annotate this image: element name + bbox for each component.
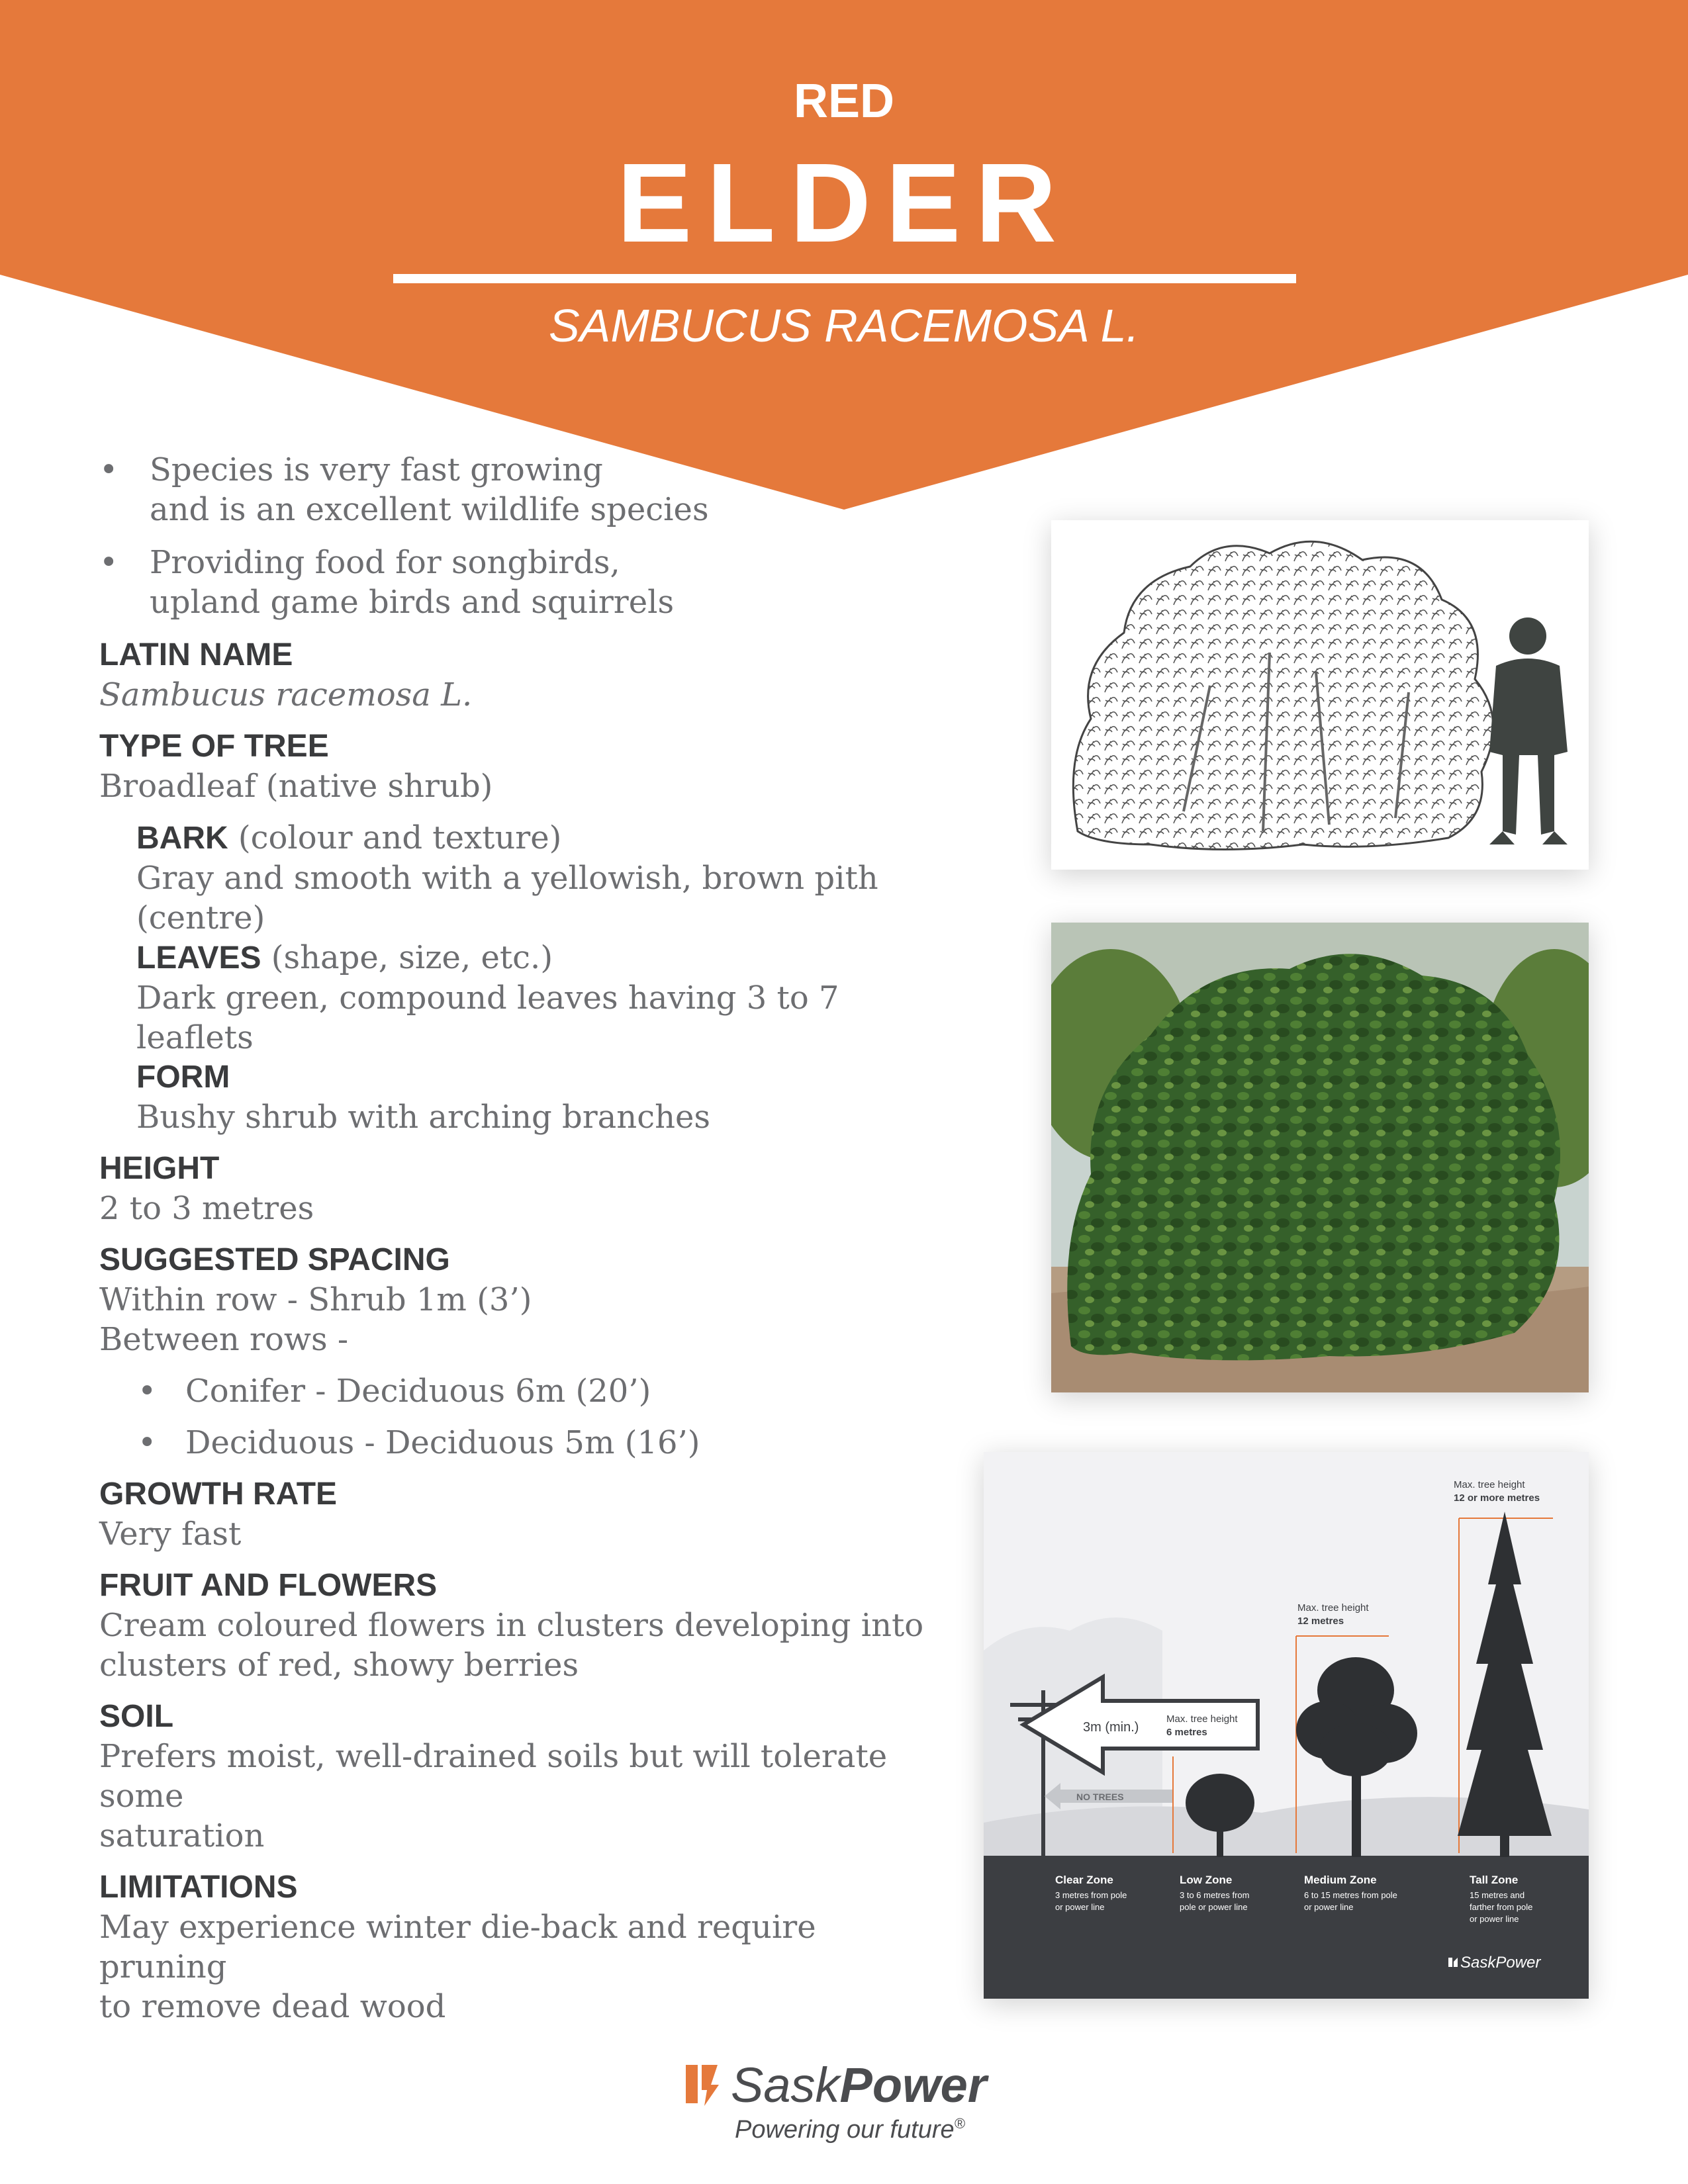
svg-text:3 to 6 metres from: 3 to 6 metres from <box>1180 1890 1250 1900</box>
svg-text:or power line: or power line <box>1470 1914 1519 1924</box>
height-value: 2 to 3 metres <box>99 1190 314 1227</box>
svg-text:or power line: or power line <box>1304 1902 1354 1912</box>
spacing-item: • Conifer - Deciduous 6m (20’) <box>138 1373 651 1410</box>
height-label: HEIGHT <box>99 1151 220 1186</box>
planting-zones-infographic <box>984 1452 1589 1999</box>
growth-rate-value: Very fast <box>99 1516 242 1553</box>
latin-name-value: Sambucus racemosa L. <box>99 676 473 713</box>
svg-text:SaskPower: SaskPower <box>1460 1954 1541 1972</box>
limitations-label: LIMITATIONS <box>99 1870 298 1905</box>
bullet-dot-icon: • <box>138 1373 157 1410</box>
fruit-flowers-value: Cream coloured flowers in clusters developing into <box>99 1607 924 1644</box>
human-silhouette-icon <box>1489 617 1568 844</box>
title-rule <box>393 274 1296 283</box>
medium-zone-title: Medium Zone <box>1304 1874 1377 1886</box>
svg-text:15 metres and: 15 metres and <box>1470 1890 1525 1900</box>
spacing-between: Between rows - <box>99 1321 349 1358</box>
svg-text:SaskPower: SaskPower <box>731 2058 987 2113</box>
low-max-title: Max. tree height <box>1166 1713 1238 1725</box>
svg-text:6 to 15 metres from pole: 6 to 15 metres from pole <box>1304 1890 1397 1900</box>
no-trees-label: NO TREES <box>1076 1792 1124 1802</box>
form-label: FORM <box>136 1060 230 1095</box>
bark-value: Gray and smooth with a yellowish, brown pith <box>136 860 878 897</box>
bark-label: BARK <box>136 821 228 856</box>
tree-type-label: TYPE OF TREE <box>99 729 329 764</box>
bark-note: (colour and texture) <box>228 819 562 856</box>
spacing-item: • Deciduous - Deciduous 5m (16’) <box>138 1424 700 1461</box>
characteristics-block <box>99 818 947 1137</box>
soil-value-cont: saturation <box>99 1817 265 1854</box>
tall-zone-title: Tall Zone <box>1470 1874 1519 1886</box>
limitations-value-cont: to remove dead wood <box>99 1988 446 2025</box>
fruit-flowers-label: FRUIT AND FLOWERS <box>99 1568 438 1603</box>
saskpower-logo <box>684 2052 1082 2151</box>
infographic-brand <box>1448 1954 1541 1972</box>
spacing-within: Within row - Shrub 1m (3’) <box>99 1281 532 1318</box>
svg-text:Powering our future®: Powering our future® <box>735 2115 965 2144</box>
svg-text:or power line: or power line <box>1055 1902 1105 1912</box>
saskpower-mark-icon <box>686 2065 719 2106</box>
limitations-value: May experience winter die-back and require pruning <box>99 1909 816 1985</box>
clear-zone-title: Clear Zone <box>1055 1874 1113 1886</box>
leaves-label: LEAVES <box>136 940 261 976</box>
medium-max-title: Max. tree height <box>1297 1602 1369 1614</box>
latin-name-label: LATIN NAME <box>99 637 293 672</box>
svg-text:farther from pole: farther from pole <box>1470 1902 1533 1912</box>
tall-max-value: 12 or more metres <box>1454 1492 1540 1504</box>
intro-bullet: • Providing food for songbirds, upland game birds and squirrels <box>99 544 675 621</box>
intro-bullet: • Species is very fast growing and is an excellent wildlife species <box>99 451 709 528</box>
fruit-flowers-value-cont: clusters of red, showy berries <box>99 1647 579 1684</box>
spacing-label: SUGGESTED SPACING <box>99 1242 450 1277</box>
bullet-dot-icon: • <box>99 544 118 581</box>
bullet-dot-icon: • <box>99 451 118 488</box>
soil-value: Prefers moist, well-drained soils but will tolerate some <box>99 1738 888 1815</box>
svg-text:3 metres from pole: 3 metres from pole <box>1055 1890 1127 1900</box>
tagline: Powering our future <box>735 2116 955 2144</box>
page-title: ELDER <box>616 140 1072 266</box>
leaves-note: (shape, size, etc.) <box>261 939 553 976</box>
form-value: Bushy shrub with arching branches <box>136 1099 711 1136</box>
arrow-label: 3m (min.) <box>1083 1720 1139 1735</box>
low-max-value: 6 metres <box>1166 1727 1207 1738</box>
medium-max-value: 12 metres <box>1297 1615 1344 1627</box>
shrub-sketch-image <box>1051 520 1589 870</box>
svg-text:pole or power line: pole or power line <box>1180 1902 1248 1912</box>
tall-max-title: Max. tree height <box>1454 1479 1525 1490</box>
scientific-name: SAMBUCUS RACEMOSA L. <box>548 300 1140 351</box>
growth-rate-label: GROWTH RATE <box>99 1477 338 1512</box>
species-kicker: RED <box>793 75 894 128</box>
leaves-value: Dark green, compound leaves having 3 to 7 leaflets <box>136 979 839 1056</box>
species-details <box>99 450 947 2026</box>
low-zone-title: Low Zone <box>1180 1874 1233 1886</box>
shrub-photo <box>1051 923 1589 1392</box>
bark-value-cont: (centre) <box>136 899 265 936</box>
tree-type-value: Broadleaf (native shrub) <box>99 768 493 805</box>
soil-label: SOIL <box>99 1699 174 1734</box>
bullet-dot-icon: • <box>138 1424 157 1461</box>
